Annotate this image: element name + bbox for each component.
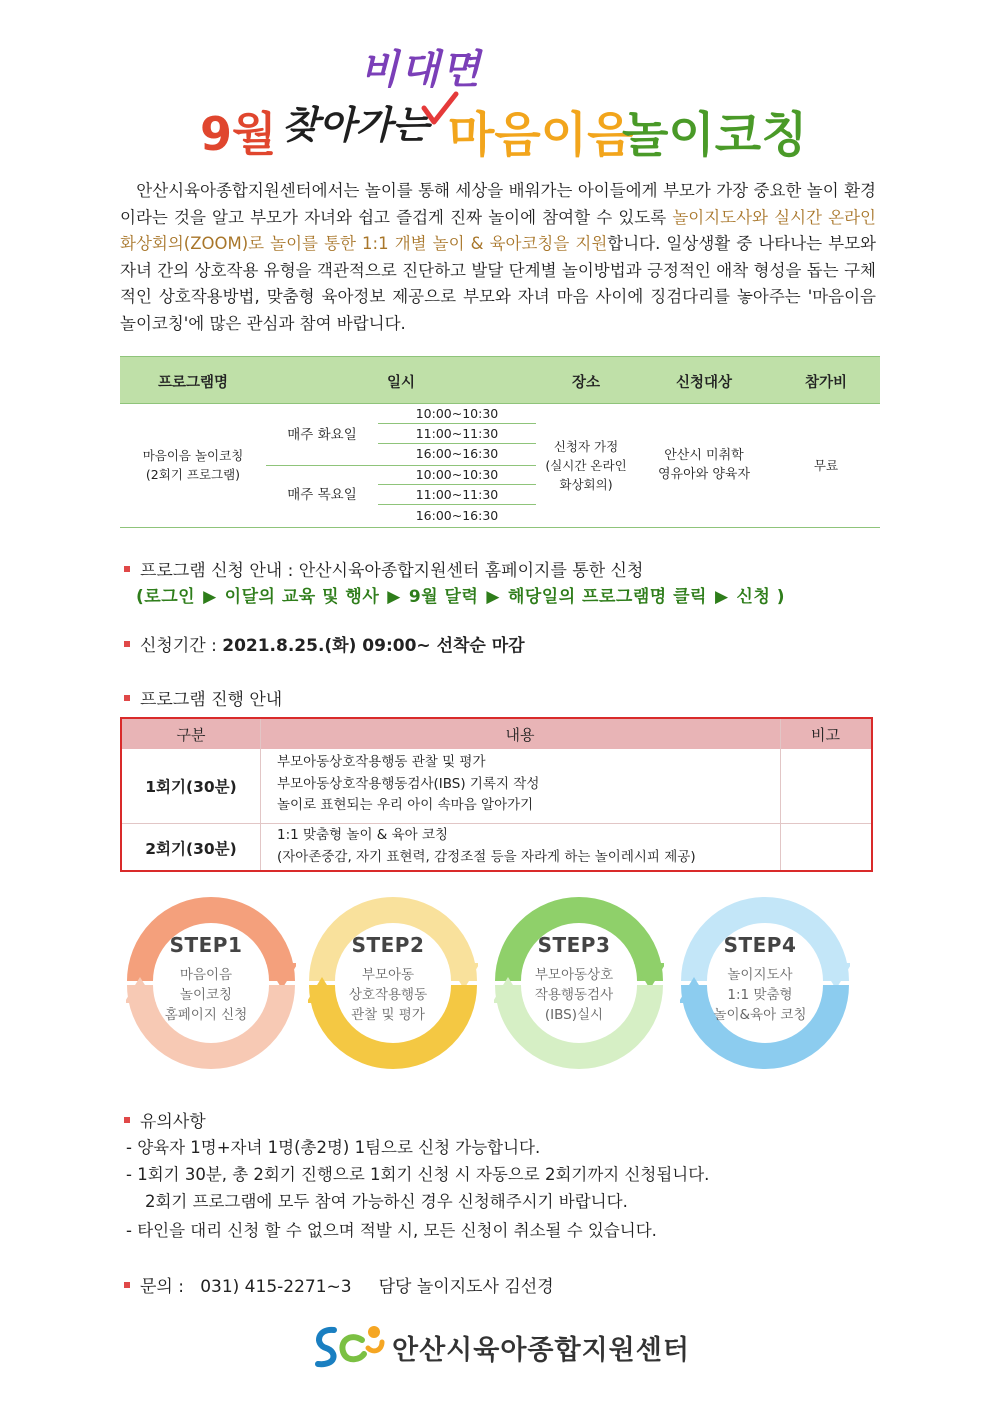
paren-open: ( bbox=[136, 587, 145, 607]
step-line: 놀이코칭 bbox=[179, 987, 233, 1003]
arrow-right-icon: ▶ bbox=[203, 587, 217, 607]
apply-step: 해당일의 프로그램명 클릭 bbox=[507, 587, 707, 607]
content-line: 부모아동상호작용행동검사(IBS) 기록지 작성 bbox=[277, 775, 540, 792]
progress-guide-label: 프로그램 진행 안내 bbox=[140, 690, 283, 710]
step-1-circle bbox=[126, 893, 296, 1073]
period-note: 선착순 마감 bbox=[436, 636, 525, 656]
title-coaching: 놀이코칭 bbox=[622, 107, 808, 163]
program-name-cell bbox=[120, 446, 266, 484]
header-content: 내용 bbox=[505, 726, 535, 744]
step-line: (IBS)실시 bbox=[544, 1007, 604, 1023]
day-tuesday: 매주 화요일 bbox=[287, 427, 357, 443]
time-slot: 11:00~11:30 bbox=[378, 485, 536, 505]
contact bbox=[124, 1272, 554, 1297]
header-program-name: 프로그램명 bbox=[157, 375, 229, 391]
apply-steps bbox=[136, 582, 785, 607]
header-fee: 참가비 bbox=[804, 375, 848, 391]
content-line: 부모아동상호작용행동 관찰 및 평가 bbox=[277, 754, 486, 770]
progress-table bbox=[120, 717, 873, 872]
step-line: 놀이지도사 bbox=[727, 967, 793, 983]
place-line: (실시간 온라인 bbox=[545, 458, 627, 473]
round-1-label: 1회기(30분) bbox=[145, 778, 237, 796]
bullet-square-icon bbox=[124, 1282, 130, 1288]
round-1-content bbox=[277, 752, 539, 817]
place-cell bbox=[536, 437, 636, 494]
progress-guide-heading bbox=[124, 685, 282, 710]
title-maum: 마음이음 bbox=[448, 107, 634, 163]
step-line: 놀이&육아 코칭 bbox=[713, 1007, 807, 1023]
header-datetime: 일시 bbox=[386, 375, 415, 391]
target-cell bbox=[636, 446, 772, 484]
target-line: 안산시 미취학 bbox=[664, 448, 744, 463]
day-thursday: 매주 목요일 bbox=[287, 487, 357, 503]
program-sub: (2회기 프로그램) bbox=[145, 467, 241, 482]
round-2-content bbox=[277, 825, 696, 868]
time-slot: 10:00~10:30 bbox=[378, 404, 536, 424]
contact-label: 문의 : bbox=[140, 1277, 184, 1297]
bullet-square-icon bbox=[124, 1117, 130, 1123]
intro-highlight: 놀이지도사와 실시간 온라인 화상회의(ZOOM)로 놀이를 통한 1:1 개별 놀이 & 육아코칭을 지원 bbox=[120, 207, 876, 253]
note-line: - 타인을 대리 신청 할 수 없으며 적발 시, 모든 신청이 취소될 수 있습니다. bbox=[126, 1221, 657, 1240]
period-label: 신청기간 : bbox=[140, 636, 223, 656]
schedule-table bbox=[120, 356, 880, 528]
title-month: 9월 bbox=[200, 107, 277, 161]
step-line: 부모아동상호 bbox=[534, 967, 614, 983]
step-description bbox=[308, 965, 468, 1025]
contact-person: 담당 놀이지도사 김선경 bbox=[378, 1277, 554, 1297]
apply-guide bbox=[124, 556, 643, 581]
time-slot: 16:00~16:30 bbox=[415, 446, 499, 461]
arrow-right-icon: ▶ bbox=[387, 587, 401, 607]
step-line: 부모아동 bbox=[361, 967, 415, 983]
schedule-header-row bbox=[120, 356, 880, 404]
apply-guide-text: 프로그램 신청 안내 : 안산시육아종합지원센터 홈페이지를 통한 신청 bbox=[140, 561, 644, 581]
arrow-right-icon: ▶ bbox=[714, 587, 729, 607]
round-2-label: 2회기(30분) bbox=[145, 840, 237, 858]
content-line: 1:1 맞춤형 놀이 & 육아 코칭 bbox=[277, 827, 449, 843]
poster-title bbox=[0, 30, 992, 163]
step-title: STEP4 bbox=[723, 933, 797, 957]
notes-heading bbox=[124, 1107, 206, 1132]
fee-cell: 무료 bbox=[813, 458, 839, 473]
step-description bbox=[680, 965, 840, 1025]
intro-text-2: 합니다. 일상생활 중 나타나는 부모와 자녀 간의 상호작용 유형을 객관적으로 진단하고 발달 단계별 놀이방법과 긍정적인 애착 형성을 돕는 구체적인 상호작용방법, 맞춤형 육아정보 제공으로 부모와 자녀 마음 사이에 징검다리를 놓아주는 '마음이음 놀이코칭'에 많은 관심과 참여 바랍니다. bbox=[120, 234, 876, 333]
program-name: 마음이음 놀이코칭 bbox=[142, 448, 244, 463]
step-line: 관찰 및 평가 bbox=[351, 1007, 425, 1023]
period-date: 2021.8.25.(화) 09:00~ bbox=[222, 636, 437, 656]
notes-label: 유의사항 bbox=[140, 1112, 206, 1132]
apply-step: 로그인 bbox=[144, 587, 196, 607]
apply-step: 이달의 교육 및 행사 bbox=[224, 587, 380, 607]
step-3-circle bbox=[494, 893, 664, 1073]
step-line: 상호작용행동 bbox=[348, 987, 428, 1003]
bullet-square-icon bbox=[124, 641, 130, 647]
title-visiting: 찾아가는 bbox=[282, 103, 429, 147]
step-title: STEP3 bbox=[537, 933, 611, 957]
step-description bbox=[494, 965, 654, 1025]
step-description bbox=[126, 965, 286, 1025]
apply-period bbox=[124, 631, 525, 656]
step-line: 마음이음 bbox=[179, 967, 233, 983]
column-divider bbox=[780, 719, 781, 870]
apply-step: 신청 bbox=[736, 587, 771, 607]
intro-text-1: 안산시육아종합지원센터에서는 놀이를 통해 세상을 배워가는 아이들에게 부모가 가장 중요한 놀이 환경이라는 것을 알고 부모가 자녀와 쉽고 즐겁게 진짜 놀이에 참여할 수 있도록 bbox=[120, 181, 876, 227]
step-line: 홈페이지 신청 bbox=[164, 1007, 248, 1023]
step-title: STEP2 bbox=[351, 933, 425, 957]
org-name: 안산시육아종합지원센터 bbox=[392, 1335, 690, 1366]
arrow-right-icon: ▶ bbox=[486, 587, 500, 607]
note-line: - 1회기 30분, 총 2회기 진행으로 1회기 신청 시 자동으로 2회기까지 신청됩니다. bbox=[126, 1165, 710, 1184]
time-slot: 10:00~10:30 bbox=[378, 465, 536, 485]
place-line: 화상회의) bbox=[559, 477, 613, 492]
header-target: 신청대상 bbox=[675, 375, 733, 391]
step-line: 작용행동검사 bbox=[534, 987, 614, 1003]
step-2-circle bbox=[308, 893, 478, 1073]
progress-header-row bbox=[122, 719, 871, 749]
intro-paragraph bbox=[120, 178, 876, 337]
title-untact: 비대면 bbox=[360, 47, 482, 93]
apply-step: 9월 달력 bbox=[408, 587, 479, 607]
step-4-circle bbox=[680, 893, 850, 1073]
bullet-square-icon bbox=[124, 695, 130, 701]
org-logo-icon bbox=[312, 1318, 388, 1374]
step-line: 1:1 맞춤형 bbox=[727, 987, 793, 1003]
contact-phone: 031) 415-2271~3 bbox=[200, 1277, 352, 1297]
footer-logo bbox=[312, 1318, 692, 1374]
place-line: 신청자 가정 bbox=[553, 439, 619, 454]
note-line: - 양육자 1명+자녀 1명(총2명) 1팀으로 신청 가능합니다. bbox=[126, 1138, 541, 1157]
header-remarks: 비고 bbox=[811, 726, 840, 744]
step-title: STEP1 bbox=[169, 933, 243, 957]
content-line: (자아존중감, 자기 표현력, 감정조절 등을 자라게 하는 놀이레시피 제공) bbox=[277, 848, 696, 865]
column-divider bbox=[260, 719, 261, 870]
bullet-square-icon bbox=[124, 566, 130, 572]
note-line: 2회기 프로그램에 모두 참여 가능하신 경우 신청해주시기 바랍니다. bbox=[145, 1192, 628, 1211]
paren-close: ) bbox=[776, 587, 786, 607]
time-slot: 11:00~11:30 bbox=[378, 424, 536, 444]
row-divider bbox=[122, 823, 871, 824]
content-line: 놀이로 표현되는 우리 아이 속마음 알아가기 bbox=[277, 797, 534, 813]
target-line: 영유아와 양육자 bbox=[657, 467, 751, 482]
time-slot: 16:00~16:30 bbox=[415, 508, 499, 523]
header-place: 장소 bbox=[571, 375, 600, 391]
header-category: 구분 bbox=[176, 726, 206, 744]
